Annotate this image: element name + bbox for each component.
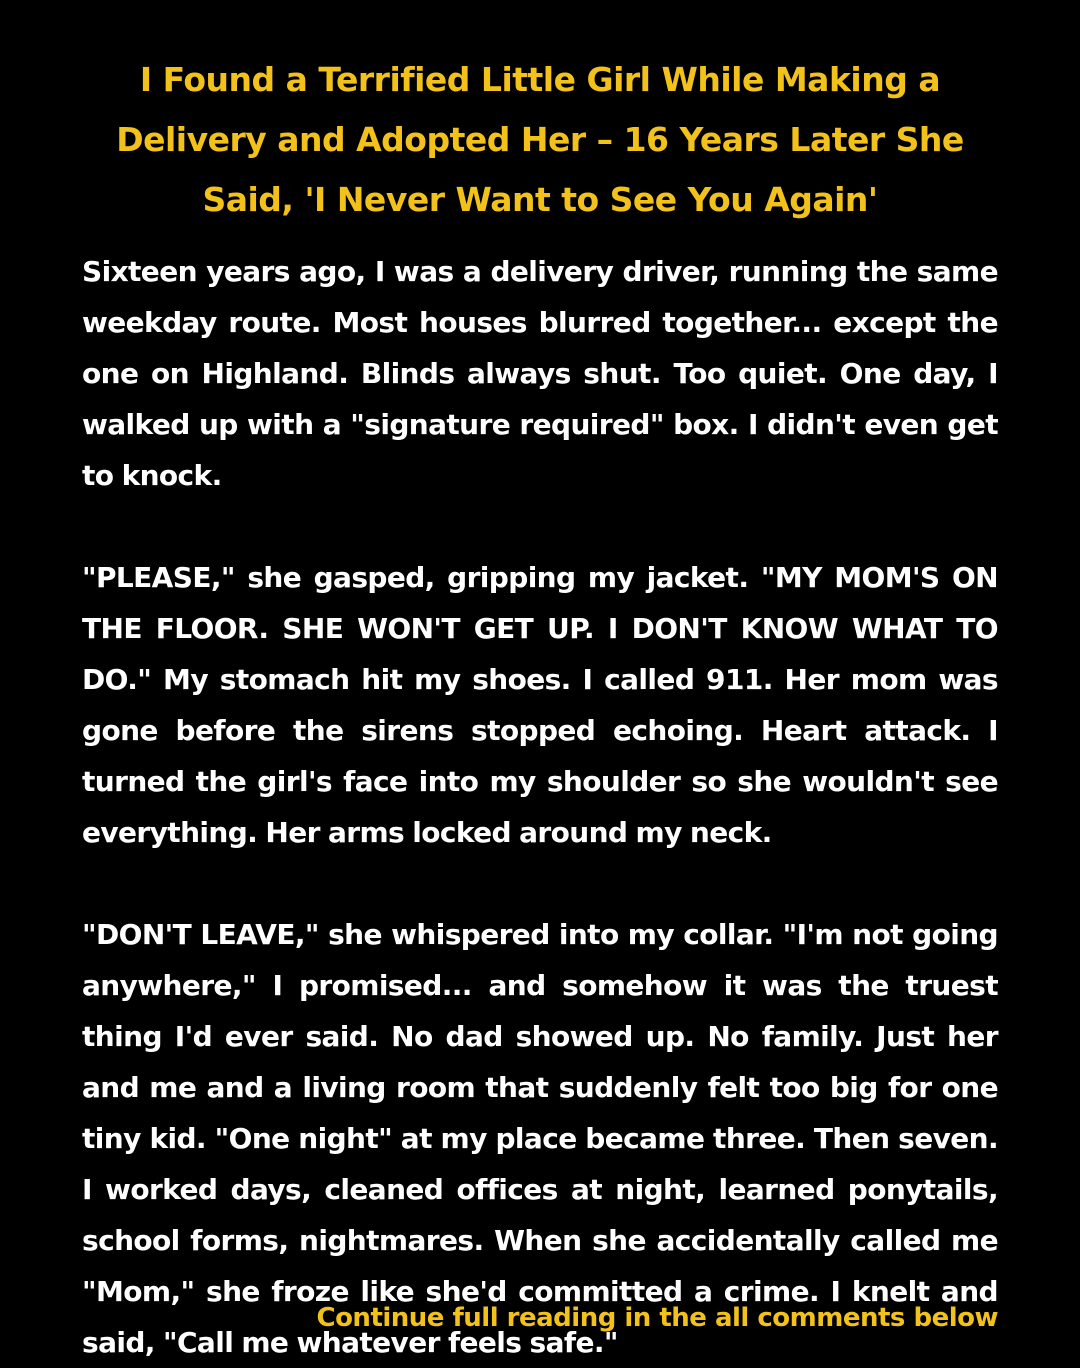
continue-reading-link[interactable]: Continue full reading in the all comments below bbox=[316, 1303, 998, 1333]
story-title: I Found a Terrified Little Girl While Making a Delivery and Adopted Her – 16 Years Later She Said, 'I Never Want to See You Again' bbox=[116, 60, 964, 219]
story-paragraph: "DON'T LEAVE," she whispered into my collar. "I'm not going anywhere," I promised... and somehow it was the truest thing I'd ever said. No dad showed up. No family. Just her and me and a living room that suddenly felt too big for one tiny kid. "One night" at my place became three. Then seven. I worked days, cleaned offices at night, learned ponytails, school forms, nightmares. When she accidentally called me "Mom," she froze like she'd committed a crime. I knelt and said, "Call me whatever feels safe." bbox=[82, 918, 998, 1359]
story-paragraph: "PLEASE," she gasped, gripping my jacket. "MY MOM'S ON THE FLOOR. SHE WON'T GET UP. I DON'T KNOW WHAT TO DO." My stomach hit my shoes. I called 911. Her mom was gone before the sirens stopped echoing. Heart attack. I turned the girl's face into my shoulder so she wouldn't see everything. Her arms locked around my neck. bbox=[82, 561, 998, 849]
story-paragraph: Sixteen years ago, I was a delivery driver, running the same weekday route. Most houses blurred together... except the one on Highland. Blinds always shut. Too quiet. One day, I walked up with a "signature required" box. I didn't even get to knock. bbox=[82, 255, 998, 492]
